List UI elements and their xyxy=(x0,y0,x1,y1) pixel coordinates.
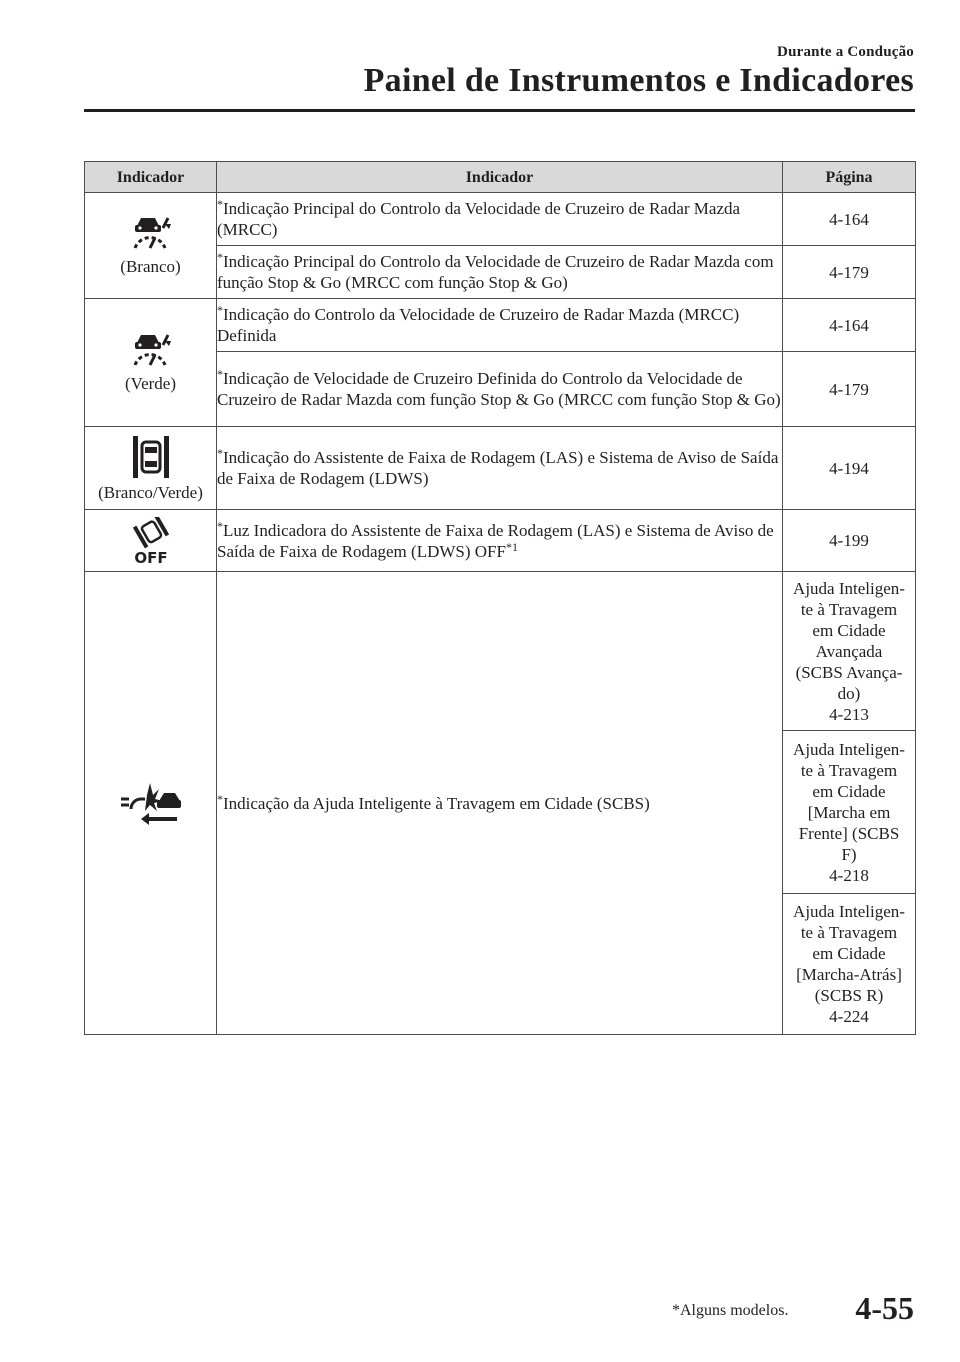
page-title: Painel de Instrumentos e Indicadores xyxy=(363,62,914,99)
lane-assist-icon xyxy=(131,434,171,480)
indicator-description: *Indicação de Velocidade de Cruzeiro Definida do Controlo da Velocidade de Cruzeiro de Radar Mazda com função Stop & Go (MRCC com função Stop & Go) xyxy=(217,352,783,427)
table-row xyxy=(85,299,916,352)
mrcc-icon xyxy=(127,331,175,371)
table-header-row xyxy=(85,162,916,193)
icon-cell-lane-assist xyxy=(85,427,217,510)
table-row xyxy=(85,510,916,572)
icon-cell-scbs xyxy=(85,572,217,1035)
page-number: 4-55 xyxy=(855,1290,914,1326)
table-row xyxy=(85,193,916,246)
header-indicator-icon: Indicador xyxy=(85,162,217,193)
header-divider xyxy=(84,109,915,112)
lane-assist-off-icon xyxy=(127,517,175,565)
icon-label: (Branco) xyxy=(120,257,181,276)
table-row xyxy=(85,427,916,510)
page-reference: 4-194 xyxy=(783,427,916,510)
icon-cell-lane-assist-off xyxy=(85,510,217,572)
icon-label: (Branco/Verde) xyxy=(98,482,203,502)
page-reference: 4-199 xyxy=(783,510,916,572)
indicator-description: *Indicação Principal do Controlo da Velocidade de Cruzeiro de Radar Mazda (MRCC) xyxy=(217,193,783,246)
icon-cell-mrcc-white xyxy=(85,193,217,299)
scbs-icon xyxy=(119,781,183,825)
table-row xyxy=(85,572,916,731)
page-reference: 4-179 xyxy=(783,246,916,299)
page-reference: Ajuda Inteligen- te à Travagem em Cidade Avançada (SCBS Avança- do) 4-213 xyxy=(783,572,916,731)
icon-label: (Verde) xyxy=(125,374,176,393)
header-page: Página xyxy=(783,162,916,193)
svg-text:OFF: OFF xyxy=(133,548,168,565)
page-reference: 4-164 xyxy=(783,193,916,246)
footnote: *Alguns modelos. xyxy=(672,1302,789,1319)
page-reference: Ajuda Inteligen- te à Travagem em Cidade [Marcha em Frente] (SCBS F) 4-218 xyxy=(783,731,916,894)
indicator-description: *Indicação da Ajuda Inteligente à Travagem em Cidade (SCBS) xyxy=(217,572,783,1035)
indicator-table xyxy=(84,161,916,1035)
indicator-description: *Indicação do Controlo da Velocidade de Cruzeiro de Radar Mazda (MRCC) Definida xyxy=(217,299,783,352)
indicator-description: *Luz Indicadora do Assistente de Faixa de Rodagem (LAS) e Sistema de Aviso de Saída de Faixa de Rodagem (LDWS) OFF$^{*1}$ xyxy=(217,510,783,572)
section-title: Durante a Condução xyxy=(777,44,914,60)
indicator-description: *Indicação do Assistente de Faixa de Rodagem (LAS) e Sistema de Aviso de Saída de Faixa de Rodagem (LDWS) xyxy=(217,427,783,510)
page-reference: 4-179 xyxy=(783,352,916,427)
mrcc-icon xyxy=(127,214,175,254)
indicator-description: *Indicação Principal do Controlo da Velocidade de Cruzeiro de Radar Mazda com função Stop & Go (MRCC com função Stop & Go) xyxy=(217,246,783,299)
page-reference: Ajuda Inteligen- te à Travagem em Cidade [Marcha-Atrás] (SCBS R) 4-224 xyxy=(783,894,916,1035)
header-indicator-desc: Indicador xyxy=(217,162,783,193)
page-reference: 4-164 xyxy=(783,299,916,352)
icon-cell-mrcc-green xyxy=(85,299,217,427)
